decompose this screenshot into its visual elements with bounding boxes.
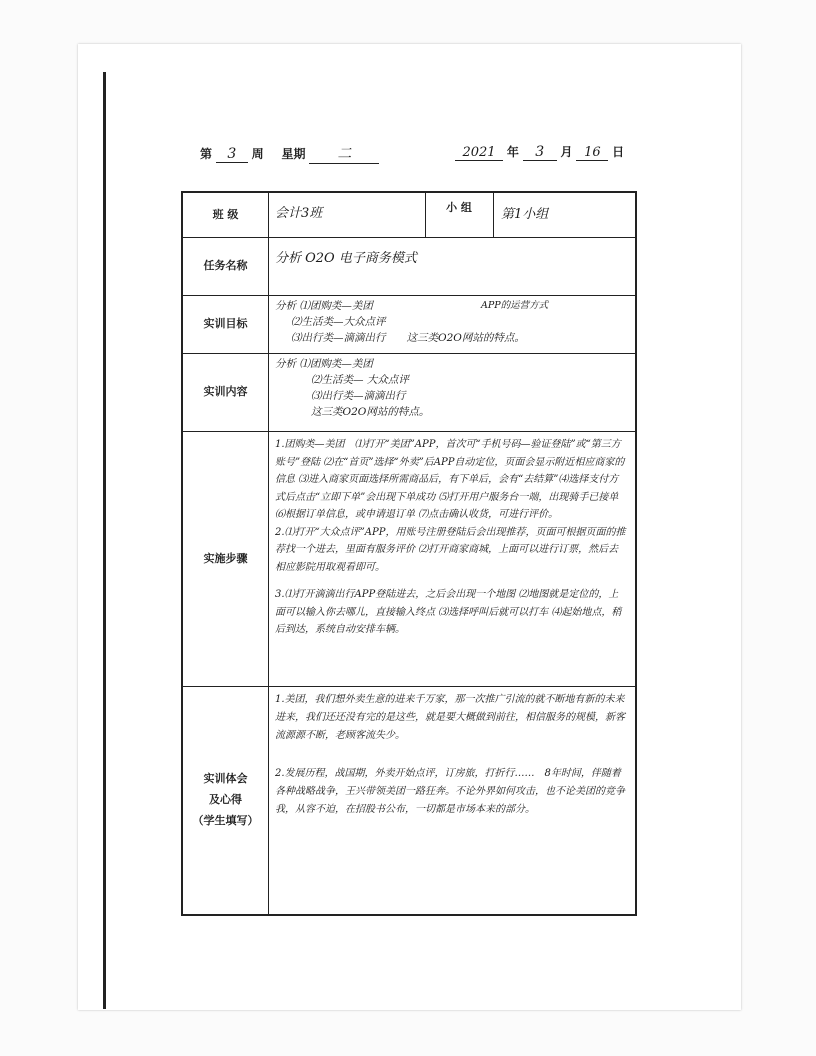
- group-divider: [493, 193, 494, 237]
- weekday-label: 星期: [281, 147, 306, 161]
- class-value: 会计3班: [275, 206, 323, 221]
- week-value: 3: [216, 146, 248, 163]
- weekday-value: 二: [309, 143, 379, 164]
- steps-paragraph: 1.团购类—美团 ⑴打开“美团”APP，首次可“手机号码—验证登陆”或“第三方账号”登陆 ⑵在“首页”选择“外卖”后APP自动定位，页面会显示附近相应商家的信息 ⑶进入商家页面选择所需商品后，有下单后，会有“去结算”⑷选择支付方式后点击“立即下单”会出现下单成功 ⑸打开用户服务台一端，出现骑手已接单 ⑹根据订单信息，或申请退订单 ⑺点击确认收货，可进行评价。: [275, 439, 625, 520]
- task-row: [183, 238, 635, 296]
- content-line: ⑵生活类— 大众点评: [311, 374, 409, 386]
- content-line: ⑶出行类—滴滴出行: [311, 390, 406, 402]
- steps-paragraph: 3.⑴打开滴滴出行APP登陆进去，之后会出现一个地图 ⑵地图就是定位的，上面可以输入你去哪儿，直接输入终点 ⑶选择呼叫后就可以打车 ⑷起始地点，稍后到达，系统自动安排车辆。: [275, 589, 622, 635]
- year-value: 2021: [455, 145, 503, 161]
- reflection-label-line: 及心得: [209, 793, 242, 807]
- week-suffix: 周: [251, 147, 264, 161]
- date-field: [455, 143, 624, 161]
- reflection-row: [183, 687, 635, 914]
- goal-note: APP的运营方式: [481, 300, 549, 311]
- content-line: 这三类O2O网站的特点。: [311, 406, 430, 418]
- class-label: 班 级: [183, 193, 269, 237]
- month-label: 月: [560, 145, 573, 159]
- reflection-paragraph: 2.发展历程，战国期，外卖开始点评，订房旅，打折行…… 8年时间，伴随着各种战略战争，王兴带领美团一路狂奔。不论外界如何攻击，也不论美团的竞争我，从容不迫，在招股书公布，一切都是市场本来的部分。: [275, 768, 625, 815]
- goal-content: [275, 298, 627, 349]
- reflection-label-line: 实训体会: [203, 772, 248, 786]
- goal-line: ⑵生活类—大众点评: [291, 316, 386, 328]
- reflection-paragraph: 1.美团，我们想外卖生意的进来千万家，那一次推广引流的就不断地有新的未来进来，我们还还没有完的是这些，就是要大概做到前往，相信服务的规模，新客流源源不断，老顾客流失少。: [275, 694, 625, 741]
- content-row: [183, 354, 635, 432]
- goal-label: 实训目标: [183, 296, 269, 353]
- binding-line: [103, 72, 106, 1009]
- week-prefix: 第: [200, 147, 213, 161]
- content-line: 分析 ⑴团购类—美团: [275, 358, 373, 370]
- day-value: 16: [576, 145, 608, 161]
- content-lines: [275, 356, 627, 427]
- week-field: [200, 143, 379, 164]
- reflection-content: [275, 691, 627, 910]
- goal-row: [183, 296, 635, 354]
- steps-content: [275, 436, 627, 682]
- reflection-label-line: （学生填写）: [192, 813, 259, 827]
- content-label: 实训内容: [183, 354, 269, 431]
- steps-label: 实施步骤: [183, 432, 269, 686]
- group-value: 第1小组: [501, 207, 549, 222]
- steps-paragraph: 2.⑴打开“大众点评”APP，用账号注册登陆后会出现推荐，页面可根据页面的推荐找一个进去，里面有服务评价 ⑵打开商家商城，上面可以进行订票，然后去相应影院用取观看即可。: [275, 526, 626, 573]
- goal-line: ⑶出行类—滴滴出行 这三类O2O网站的特点。: [291, 332, 525, 344]
- task-label: 任务名称: [183, 238, 269, 295]
- reflection-label: [183, 687, 269, 914]
- steps-row: [183, 432, 635, 687]
- month-value: 3: [523, 144, 557, 161]
- group-label: 小 组: [446, 201, 472, 214]
- task-value: 分析 O2O 电子商务模式: [275, 251, 417, 266]
- day-label: 日: [612, 145, 625, 159]
- training-record-form: [181, 191, 637, 916]
- class-row: [183, 193, 635, 238]
- year-label: 年: [506, 145, 519, 159]
- goal-line: 分析 ⑴团购类—美团: [275, 300, 373, 312]
